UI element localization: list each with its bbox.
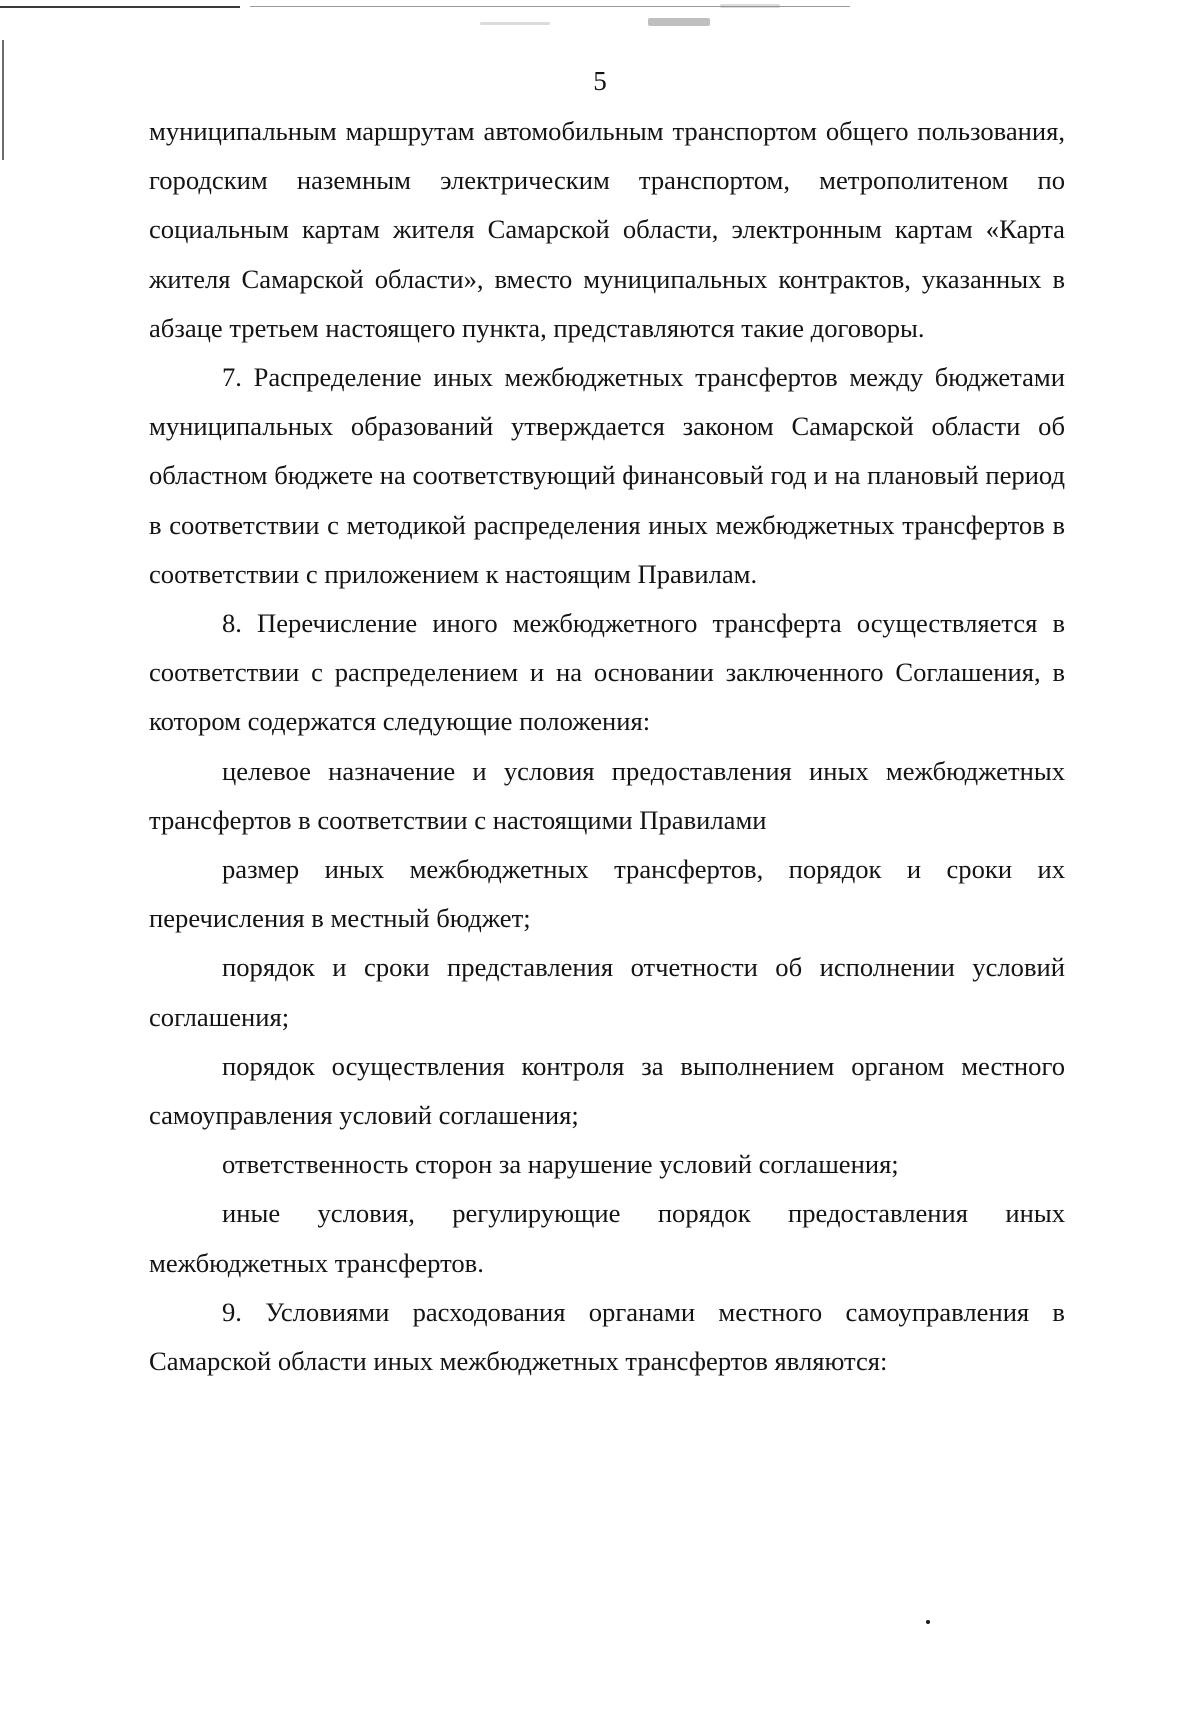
paragraph-item-7: 7. Распределение иных межбюджетных трансфертов между бюджетами муниципальных образований утверждается законом Самарской области об областном бюджете на соответствующий финансовый год и на плановый период в соответствии с методикой распределения иных межбюджетных трансфертов в соответствии с приложением к настоящим Правилам. — [149, 362, 1065, 589]
list-item-purpose: целевое назначение и условия предоставления иных межбюджетных трансфертов в соответствии с настоящими Правилами — [149, 755, 1065, 835]
scan-edge-line — [0, 6, 240, 8]
paragraph-item-9: 9. Условиями расходования органами местного самоуправления в Самарской области иных межбюджетных трансфертов являются: — [149, 1296, 1065, 1377]
paragraph-item-8: 8. Перечисление иного межбюджетного трансферта осуществляется в соответствии с распределением и на основании заключенного Соглашения, в котором содержатся следующие положения: — [149, 608, 1065, 737]
list-item-amount: размер иных межбюджетных трансфертов, порядок и сроки их перечисления в местный бюджет; — [149, 854, 1065, 934]
document-body — [149, 107, 1065, 1386]
list-item-other-conditions: иные условия, регулирующие порядок предоставления иных межбюджетных трансфертов. — [149, 1198, 1065, 1278]
paragraph-continuation: муниципальным маршрутам автомобильным транспортом общего пользования, городским наземным электрическим транспортом, метрополитеном по социальным картам жителя Самарской области, электронным картам «Карта жителя Самарской области», вместо муниципальных контрактов, указанных в абзаце третьем настоящего пункта, представляются такие договоры. — [149, 116, 1065, 343]
page-number: 5 — [593, 66, 607, 96]
scan-left-edge — [2, 40, 4, 160]
scan-noise-mark — [648, 18, 710, 26]
scan-noise-mark — [720, 4, 780, 8]
list-item-reporting: порядок и сроки представления отчетности об исполнении условий соглашения; — [149, 952, 1065, 1032]
list-item-responsibility: ответственность сторон за нарушение условий соглашения; — [222, 1149, 899, 1180]
list-item-control: порядок осуществления контроля за выполнением органом местного самоуправления условий соглашения; — [149, 1050, 1065, 1131]
scan-noise-mark — [480, 22, 550, 25]
scan-speck — [926, 1620, 930, 1624]
